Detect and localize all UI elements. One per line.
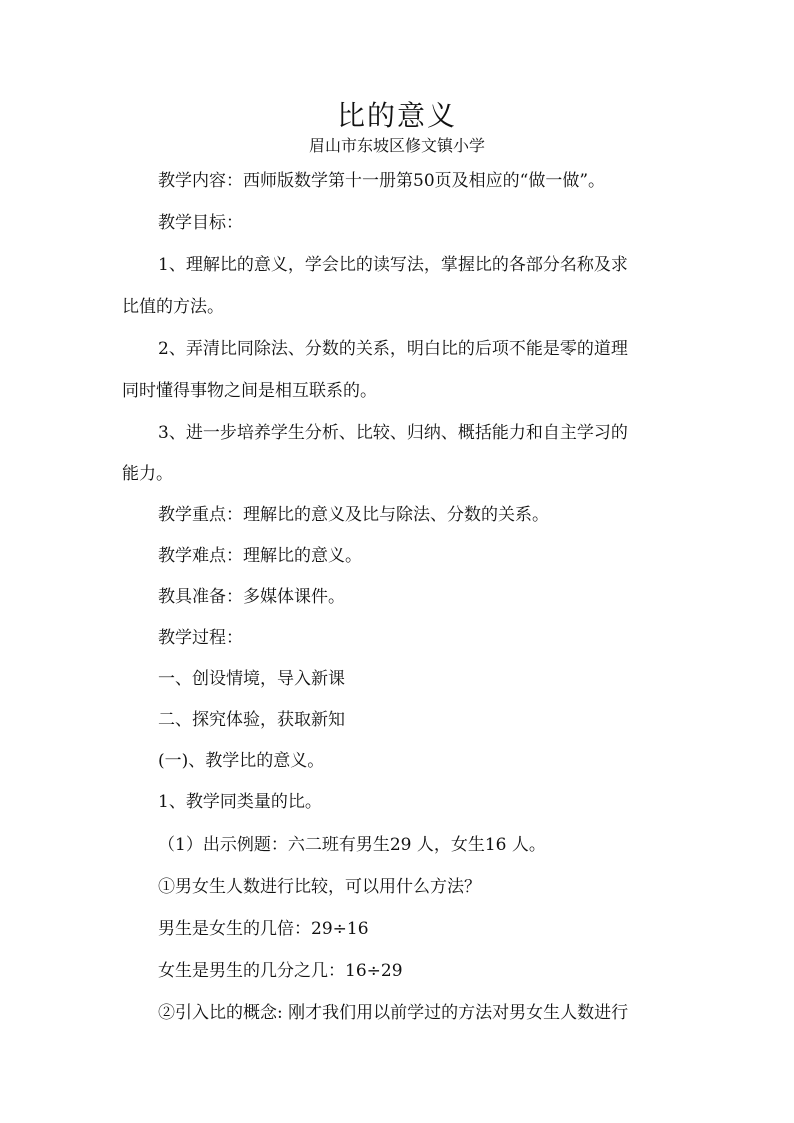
paragraph-line: ①男女生人数进行比较，可以用什么方法？ — [158, 877, 481, 897]
document-title: 比的意义 — [336, 99, 457, 132]
paragraph-line: 1、教学同类量的比。 — [158, 792, 322, 812]
paragraph-line: 男生是女生的几倍：29÷16 — [158, 919, 369, 939]
paragraph-line: 一、创设情境，导入新课 — [158, 669, 345, 689]
paragraph-line: 2、弄清比同除法、分数的关系，明白比的后项不能是零的道理 — [158, 339, 628, 359]
paragraph-line: （1）出示例题：六二班有男生29 人，女生16 人。 — [158, 835, 546, 855]
paragraph-line: 能力。 — [122, 464, 173, 484]
paragraph-line: 同时懂得事物之间是相互联系的。 — [122, 381, 377, 401]
paragraph-line: 教具准备：多媒体课件。 — [158, 587, 345, 607]
paragraph-line: 教学过程： — [158, 628, 243, 648]
paragraph-line: 女生是男生的几分之几：16÷29 — [158, 961, 403, 981]
paragraph-line: 教学重点：理解比的意义及比与除法、分数的关系。 — [158, 505, 549, 525]
paragraph-line: ②引入比的概念: 刚才我们用以前学过的方法对男女生人数进行 — [158, 1003, 629, 1023]
paragraph-line: (一)、教学比的意义。 — [158, 751, 325, 771]
document-subtitle: 眉山市东坡区修文镇小学 — [308, 136, 485, 155]
paragraph-line: 二、探究体验，获取新知 — [158, 710, 345, 730]
paragraph-line: 教学内容：西师版数学第十一册第50页及相应的“做一做”。 — [158, 171, 606, 191]
paragraph-line: 1、理解比的意义，学会比的读写法，掌握比的各部分名称及求 — [158, 255, 628, 275]
paragraph-line: 3、进一步培养学生分析、比较、归纳、概括能力和自主学习的 — [158, 423, 628, 443]
paragraph-line: 教学难点：理解比的意义。 — [158, 546, 362, 566]
paragraph-line: 教学目标： — [158, 213, 243, 233]
paragraph-line: 比值的方法。 — [122, 297, 224, 317]
